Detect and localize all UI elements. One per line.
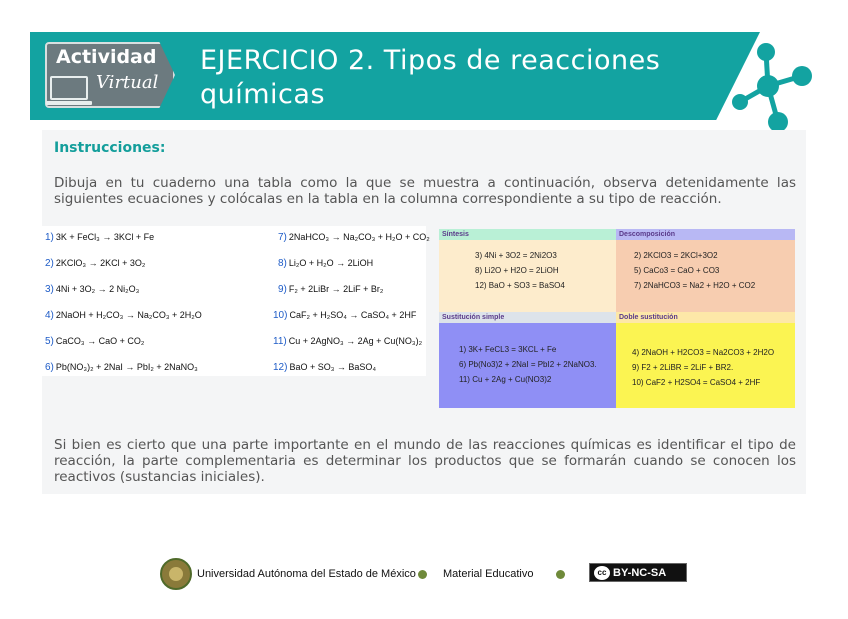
sustitucion-item: 1) 3K+ FeCL3 = 3KCL + Fe: [459, 345, 557, 354]
equation-8: 8) Li₂O + H₂O → 2LiOH: [278, 258, 374, 269]
page-title: EJERCICIO 2. Tipos de reacciones químicas: [200, 45, 661, 110]
equation-5: 5) CaCO₃ → CaO + CO₂: [45, 336, 145, 347]
equation-12: 12) BaO + SO₃ → BaSO₄: [273, 362, 377, 373]
university-name: Universidad Autónoma del Estado de México: [197, 568, 416, 580]
equation-9: 9) F₂ + 2LiBr → 2LiF + Br₂: [278, 284, 384, 295]
descomposicion-item: 5) CaCo3 = CaO + CO3: [634, 266, 720, 275]
instructions-paragraph: Dibuja en tu cuaderno una tabla como la que se muestra a continuación, observa detenidamente las siguientes ecuaciones y colócalas en la tabla en la columna correspondiente a su tipo de reacción.: [54, 175, 796, 207]
university-seal-icon: [160, 558, 192, 590]
footer-dot-icon: [556, 570, 565, 579]
cell-sustitucion-simple: [439, 312, 616, 408]
cc-license-badge[interactable]: [589, 563, 687, 582]
sustitucion-item: 11) Cu + 2Ag + Cu(NO3)2: [459, 375, 552, 384]
header-sustitucion-simple: Sustitución simple: [439, 312, 616, 323]
header-doble-sustitucion: Doble sustitución: [616, 312, 795, 323]
molecule-icon: [728, 40, 828, 140]
badge-subtitle: Virtual: [96, 72, 159, 93]
header-sintesis: Síntesis: [439, 229, 616, 240]
footer-dot-icon: [418, 570, 427, 579]
sustitucion-item: 6) Pb(No3)2 + 2NaI = PbI2 + 2NaNO3.: [459, 360, 597, 369]
equation-11: 11) Cu + 2AgNO₃ → 2Ag + Cu(NO₃)₂: [273, 336, 423, 347]
equation-2: 2) 2KClO₃ → 2KCl + 3O₂: [45, 258, 146, 269]
material-educativo: Material Educativo: [443, 568, 534, 580]
doble-item: 10) CaF2 + H2SO4 = CaSO4 + 2HF: [632, 378, 761, 387]
descomposicion-item: 2) 2KClO3 = 2KCl+3O2: [634, 251, 718, 260]
creative-commons-icon: cc: [594, 566, 610, 580]
descomposicion-item: 7) 2NaHCO3 = Na2 + H2O + CO2: [634, 281, 756, 290]
equation-3: 3) 4Ni + 3O₂ → 2 Ni₂O₃: [45, 284, 140, 295]
closing-paragraph: Si bien es cierto que una parte importante en el mundo de las reacciones químicas es identificar el tipo de reacción, la parte complementaria es determinar los productos que se formarán cuando se conocen los reactivos (sustancias iniciales).: [54, 437, 796, 485]
laptop-icon: [50, 76, 88, 100]
sintesis-item: 8) Li2O + H2O = 2LiOH: [475, 266, 559, 275]
equation-4: 4) 2NaOH + H₂CO₃ → Na₂CO₃ + 2H₂O: [45, 310, 202, 321]
sintesis-item: 3) 4Ni + 3O2 = 2Ni2O3: [475, 251, 557, 260]
sintesis-item: 12) BaO + SO3 = BaSO4: [475, 281, 565, 290]
equation-6: 6) Pb(NO₃)₂ + 2NaI → PbI₂ + 2NaNO₃: [45, 362, 198, 373]
cell-descomposicion: [616, 229, 795, 312]
header-descomposicion: Descomposición: [616, 229, 795, 240]
license-label: BY-NC-SA: [613, 566, 667, 579]
doble-item: 4) 2NaOH + H2CO3 = Na2CO3 + 2H2O: [632, 348, 775, 357]
equation-1: 1) 3K + FeCl₃ → 3KCl + Fe: [45, 232, 155, 243]
cell-doble-sustitucion: [616, 312, 795, 408]
badge-title: Actividad: [56, 46, 157, 68]
doble-item: 9) F2 + 2LiBR = 2LiF + BR2.: [632, 363, 734, 372]
equation-10: 10) CaF₂ + H₂SO₄ → CaSO₄ + 2HF: [273, 310, 417, 321]
equation-7: 7) 2NaHCO₃ → Na₂CO₃ + H₂O + CO₂: [278, 232, 430, 243]
equations-list: [42, 226, 430, 376]
cell-sintesis: [439, 229, 616, 312]
instructions-label: Instrucciones:: [54, 140, 166, 156]
